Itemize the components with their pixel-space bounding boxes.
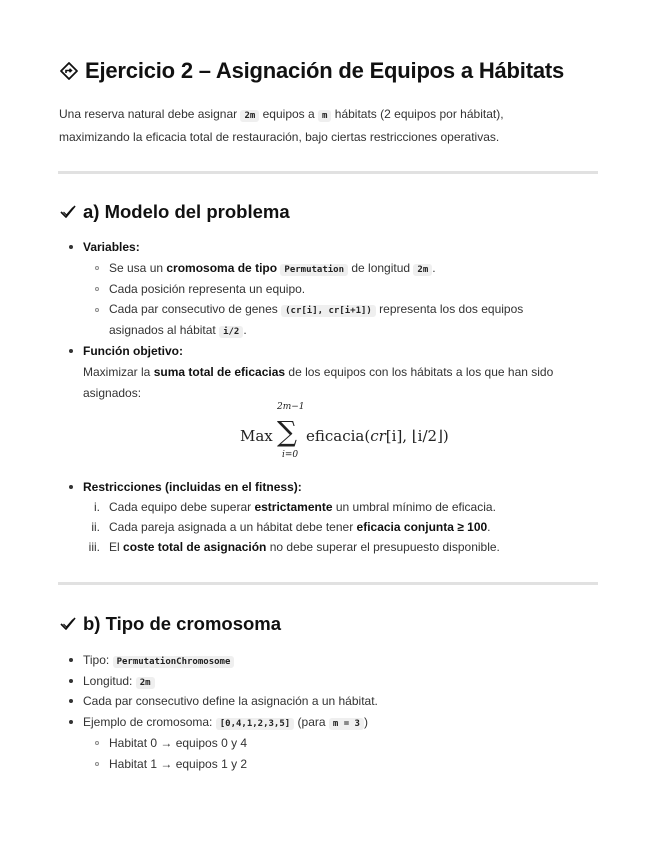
restriction-item: Cada equipo debe superar estrictamente un umbral mínimo de eficacia. — [109, 500, 496, 514]
habitat-item: Habitat 1 → equipos 1 y 2 — [109, 757, 248, 771]
restrictions-item — [83, 478, 302, 496]
formula-max: Max — [240, 427, 273, 445]
list-number: ii. — [91, 520, 100, 534]
variable-item-continued: asignados al hábitat i/2 . — [109, 323, 247, 337]
check-icon — [59, 203, 77, 221]
formula-sigma: ∑ — [277, 415, 297, 448]
bullet — [69, 245, 73, 249]
objective-formula — [240, 402, 460, 462]
diamond-arrow-icon — [59, 61, 79, 81]
inline-code: m = 3 — [329, 718, 364, 730]
sub-bullet — [95, 762, 99, 766]
bullet — [69, 699, 73, 703]
intro-paragraph — [59, 104, 599, 148]
divider — [58, 171, 598, 174]
list-number: iii. — [88, 540, 100, 554]
longitud-item: Longitud: 2m — [83, 672, 155, 692]
formula-upper-limit: 2m−1 — [277, 402, 305, 412]
bullet — [69, 485, 73, 489]
objective-item — [83, 342, 183, 360]
inline-code: Permutation — [280, 264, 348, 276]
section-a-heading — [59, 201, 290, 223]
intro-text: Una reserva natural debe asignar — [59, 107, 241, 121]
restrictions-label: Restricciones (incluidas en el fitness): — [83, 480, 302, 494]
check-icon — [59, 615, 77, 633]
divider — [58, 582, 598, 585]
list-number: i. — [94, 500, 100, 514]
variable-item: Cada par consecutivo de genes (cr[i], cr[i+1]) representa los dos equipos — [109, 302, 524, 316]
sub-bullet — [95, 287, 99, 291]
intro-text: equipos a — [259, 107, 319, 121]
formula-lower-limit: i=0 — [282, 450, 299, 460]
variables-item — [83, 238, 140, 256]
restriction-item: Cada pareja asignada a un hábitat debe tener eficacia conjunta ≥ 100. — [109, 520, 491, 534]
tipo-item: Tipo: PermutationChromosome — [83, 651, 234, 671]
inline-code: i/2 — [219, 326, 243, 338]
inline-code: 2m — [413, 264, 432, 276]
objective-text: Maximizar la suma total de eficacias de los equipos con los hábitats a los que han sido — [83, 365, 554, 379]
sub-bullet — [95, 308, 99, 312]
page-title — [59, 58, 564, 84]
habitat-item: Habitat 0 → equipos 0 y 4 — [109, 736, 248, 750]
objective-text-continued: asignados: — [83, 386, 142, 400]
objective-label: Función objetivo: — [83, 344, 183, 358]
inline-code: [0,4,1,2,3,5] — [216, 718, 294, 730]
formula-expression: eficacia(cr[i], ⌊i/2⌋) — [306, 427, 449, 445]
section-b-heading-text: b) Tipo de cromosoma — [83, 613, 282, 634]
restriction-item: El coste total de asignación no debe superar el presupuesto disponible. — [109, 540, 500, 554]
bullet — [69, 658, 73, 662]
intro-text: hábitats (2 equipos por hábitat), — [331, 107, 504, 121]
bullet — [69, 349, 73, 353]
inline-code: 2m — [136, 677, 155, 689]
bullet — [69, 720, 73, 724]
intro-text: maximizando la eficacia total de restauración, bajo ciertas restricciones operativas. — [59, 130, 500, 144]
section-b-heading — [59, 613, 281, 635]
sub-bullet — [95, 266, 99, 270]
inline-code: 2m — [240, 110, 259, 122]
ejemplo-item: Ejemplo de cromosoma: [0,4,1,2,3,5] (para m = 3 ) — [83, 715, 368, 729]
inline-code: PermutationChromosome — [113, 656, 235, 668]
variables-label: Variables: — [83, 240, 140, 254]
variable-item: Se usa un cromosoma de tipo Permutation de longitud 2m . — [109, 261, 436, 275]
inline-code: m — [318, 110, 331, 122]
sub-bullet — [95, 741, 99, 745]
bullet — [69, 679, 73, 683]
section-a-heading-text: a) Modelo del problema — [83, 201, 290, 222]
inline-code: (cr[i], cr[i+1]) — [281, 305, 376, 317]
par-item: Cada par consecutivo define la asignación a un hábitat. — [83, 694, 378, 708]
page-title-text: Ejercicio 2 – Asignación de Equipos a Hábitats — [85, 58, 565, 83]
variable-item: Cada posición representa un equipo. — [109, 282, 306, 296]
